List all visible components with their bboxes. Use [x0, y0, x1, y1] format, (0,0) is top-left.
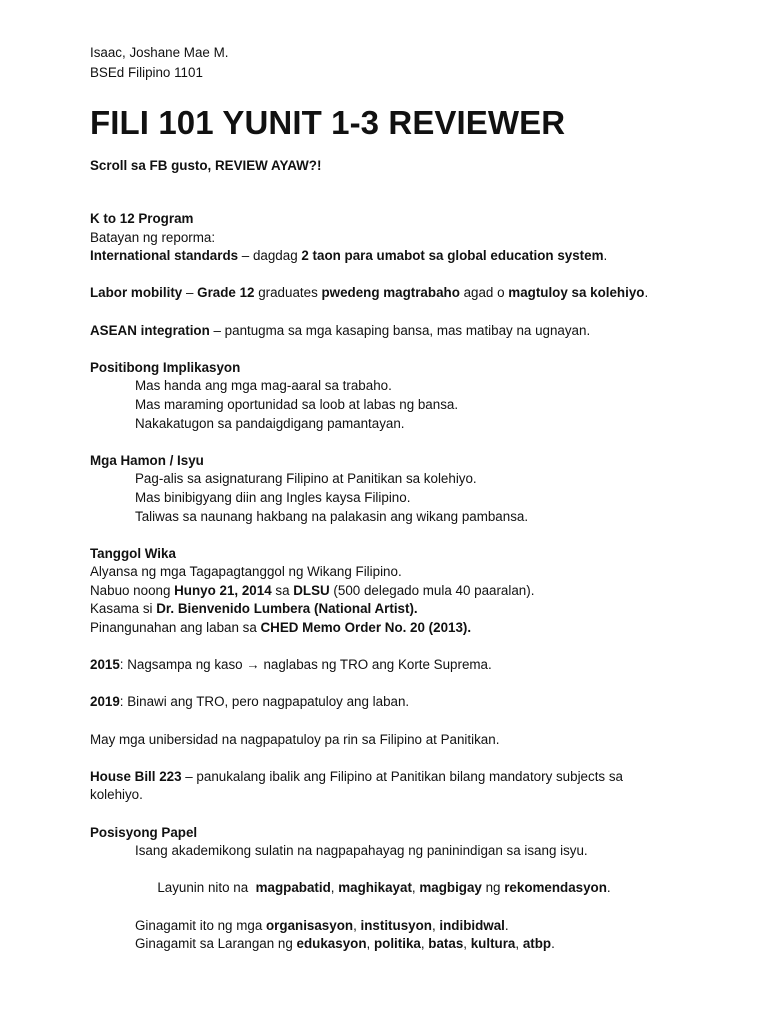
list-item: Mas maraming oportunidad sa loob at labas ng bansa.	[135, 396, 459, 412]
list-item: Ginagamit ito ng mga organisasyon, institusyon, indibidwal.	[135, 917, 509, 933]
document-title: FILI 101 YUNIT 1-3 REVIEWER	[90, 104, 566, 141]
section-heading-hamon: Mga Hamon / Isyu	[90, 452, 204, 468]
international-label: International standards	[90, 248, 239, 264]
list-item: Mas handa ang mga mag-aaral sa trabaho.	[135, 378, 392, 394]
k12-asean: ASEAN integration – pantugma sa mga kasaping bansa, mas matibay na ugnayan.	[90, 322, 591, 338]
house-bill-label: House Bill 223	[90, 768, 182, 784]
author-block	[90, 43, 708, 83]
section-positibo	[90, 359, 708, 433]
unibersidad-line: May mga unibersidad na nagpapatuloy pa rin sa Filipino at Panitikan.	[90, 731, 500, 747]
section-heading-positibo: Positibong Implikasyon	[90, 359, 241, 375]
tanggol-line-3: Kasama si Dr. Bienvenido Lumbera (National Artist).	[90, 601, 418, 617]
section-posisyon	[90, 824, 708, 954]
list-item: Nakakatugon sa pandaigdigang pamantayan.	[135, 415, 405, 431]
list-item: Mas binibigyang diin ang Ingles kaysa Filipino.	[135, 489, 411, 505]
section-hamon	[90, 452, 708, 526]
author-name: Isaac, Joshane Mae M.	[90, 45, 229, 60]
section-heading-posisyon: Posisyong Papel	[90, 824, 198, 840]
timeline-2019: 2019: Binawi ang TRO, pero nagpapatuloy ang laban.	[90, 694, 410, 710]
k12-intro: Batayan ng reporma:	[90, 229, 216, 245]
house-bill-paragraph: House Bill 223 – panukalang ibalik ang Filipino at Panitikan bilang mandatory subjects sa kolehiyo.	[90, 768, 623, 803]
list-item: Pag-alis sa asignaturang Filipino at Panitikan sa kolehiyo.	[135, 471, 477, 487]
tanggol-line-4: Pinangunahan ang laban sa CHED Memo Order No. 20 (2013).	[90, 620, 472, 636]
year-2015: 2015	[90, 657, 120, 673]
section-heading-k12: K to 12 Program	[90, 211, 194, 226]
labor-label: Labor mobility	[90, 285, 183, 301]
author-course: BSEd Filipino 1101	[90, 65, 203, 80]
tanggol-line-2: Nabuo noong Hunyo 21, 2014 sa DLSU (500 delegado mula 40 paaralan).	[90, 582, 535, 598]
year-2019: 2019	[90, 694, 120, 710]
k12-labor: Labor mobility – Grade 12 graduates pwedeng magtrabaho agad o magtuloy sa kolehiyo.	[90, 285, 649, 301]
k12-international: International standards – dagdag 2 taon para umabot sa global education system.	[90, 248, 608, 264]
list-item: Layunin nito na magpabatid, maghikayat, magbigay ng rekomendasyon.	[157, 880, 611, 896]
section-heading-tanggol: Tanggol Wika	[90, 545, 176, 561]
asean-label: ASEAN integration	[90, 322, 210, 338]
document-subtitle: Scroll sa FB gusto, REVIEW AYAW?!	[90, 158, 322, 173]
section-tanggol-wika	[90, 545, 708, 638]
list-item: Taliwas sa naunang hakbang na palakasin ang wikang pambansa.	[135, 508, 529, 524]
list-item: Isang akademikong sulatin na nagpapahayag ng paninindigan sa isang isyu.	[135, 843, 588, 859]
section-k12	[90, 210, 708, 340]
timeline-2015: 2015: Nagsampa ng kaso → naglabas ng TRO ang Korte Suprema.	[90, 657, 492, 673]
list-item: Ginagamit sa Larangan ng edukasyon, politika, batas, kultura, atbp.	[135, 936, 555, 952]
tanggol-line-1: Alyansa ng mga Tagapagtanggol ng Wikang Filipino.	[90, 564, 402, 580]
